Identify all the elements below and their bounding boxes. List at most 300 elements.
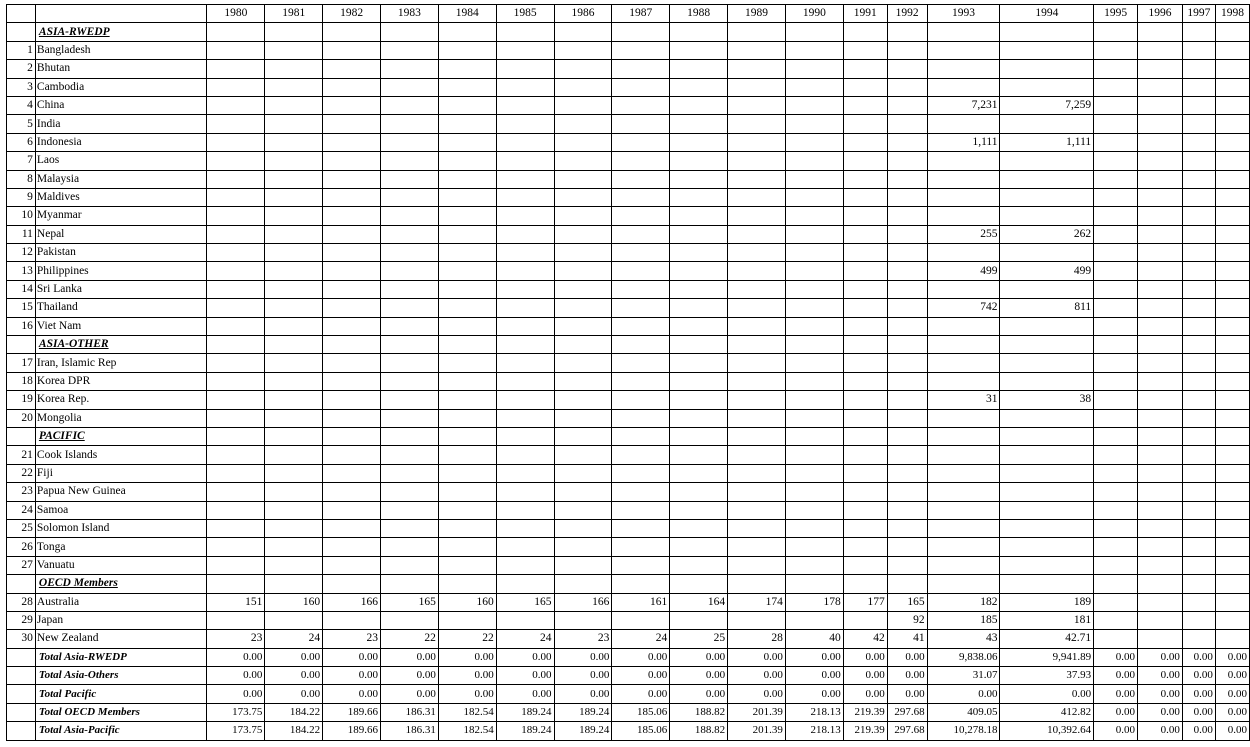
value-cell [496,115,554,133]
value-cell [1182,115,1215,133]
row-number-cell: 13 [7,262,36,280]
value-cell [381,60,439,78]
value-cell [207,23,265,41]
year-header: 1995 [1094,5,1138,23]
total-value-cell: 0.00 [554,648,612,666]
value-cell [612,519,670,537]
row-number-cell: 19 [7,391,36,409]
value-cell [1215,280,1249,298]
value-cell [381,299,439,317]
value-cell: 38 [1000,391,1094,409]
value-cell [785,60,843,78]
value-cell [1094,170,1138,188]
total-value-cell: 218.13 [785,722,843,740]
section-row [7,575,1250,593]
value-cell [1094,354,1138,372]
value-cell [1215,391,1249,409]
value-cell [1138,519,1183,537]
total-value-cell: 0.00 [1182,685,1215,703]
value-cell [1138,483,1183,501]
value-cell [496,427,554,445]
row-number-cell: 29 [7,611,36,629]
country-name: Korea Rep. [35,391,207,409]
value-cell [612,133,670,151]
header-blank-no [7,5,36,23]
value-cell [438,78,496,96]
value-cell [927,78,1000,96]
value-cell [927,372,1000,390]
value-cell [438,611,496,629]
value-cell [207,207,265,225]
value-cell [927,409,1000,427]
value-cell [670,60,728,78]
value-cell [1182,611,1215,629]
value-cell [554,317,612,335]
section-heading: ASIA-OTHER [35,336,207,354]
row-number-cell: 4 [7,96,36,114]
value-cell [554,280,612,298]
value-cell [612,23,670,41]
value-cell [612,409,670,427]
country-name: Cook Islands [35,446,207,464]
value-cell [1182,446,1215,464]
country-name: Bhutan [35,60,207,78]
value-cell [265,170,323,188]
total-value-cell: 0.00 [1215,648,1249,666]
total-value-cell: 10,392.64 [1000,722,1094,740]
row-number-cell [7,336,36,354]
country-row [7,593,1250,611]
total-value-cell: 0.00 [323,667,381,685]
value-cell [670,78,728,96]
value-cell [785,519,843,537]
value-cell [785,78,843,96]
value-cell [612,611,670,629]
total-label: Total Asia-Others [35,667,207,685]
country-row [7,225,1250,243]
value-cell [612,336,670,354]
value-cell [1094,152,1138,170]
value-cell [728,225,786,243]
value-cell [887,225,927,243]
country-name: Iran, Islamic Rep [35,354,207,372]
total-value-cell: 0.00 [1182,667,1215,685]
value-cell [1215,170,1249,188]
country-row [7,188,1250,206]
value-cell [1094,188,1138,206]
value-cell [887,170,927,188]
year-header: 1988 [670,5,728,23]
value-cell [1182,23,1215,41]
country-row [7,372,1250,390]
value-cell [1094,96,1138,114]
total-label: Total Asia-Pacific [35,722,207,740]
value-cell [381,538,439,556]
country-row [7,244,1250,262]
value-cell [1094,409,1138,427]
value-cell [728,464,786,482]
value-cell [612,317,670,335]
section-row [7,336,1250,354]
value-cell [728,519,786,537]
value-cell [670,225,728,243]
value-cell [438,170,496,188]
value-cell [265,575,323,593]
value-cell [207,519,265,537]
value-cell [785,244,843,262]
value-cell [728,575,786,593]
total-value-cell: 185.06 [612,703,670,721]
value-cell: 160 [265,593,323,611]
value-cell [207,575,265,593]
value-cell [927,538,1000,556]
year-header: 1985 [496,5,554,23]
value-cell [927,60,1000,78]
value-cell [1138,225,1183,243]
value-cell [612,501,670,519]
value-cell [323,538,381,556]
value-cell [438,446,496,464]
value-cell [1138,41,1183,59]
value-cell [323,262,381,280]
value-cell [887,188,927,206]
value-cell: 24 [612,630,670,648]
total-value-cell: 0.00 [438,648,496,666]
value-cell [843,78,887,96]
value-cell [887,464,927,482]
value-cell: 166 [554,593,612,611]
value-cell [1182,372,1215,390]
value-cell [207,280,265,298]
value-cell [207,115,265,133]
value-cell [381,280,439,298]
total-value-cell: 0.00 [612,648,670,666]
value-cell [323,280,381,298]
total-value-cell: 189.24 [496,703,554,721]
country-name: Solomon Island [35,519,207,537]
value-cell [612,188,670,206]
total-value-cell: 201.39 [728,722,786,740]
value-cell: 185 [927,611,1000,629]
value-cell [323,207,381,225]
value-cell [438,207,496,225]
value-cell [438,262,496,280]
total-value-cell: 0.00 [1138,648,1183,666]
value-cell [670,556,728,574]
value-cell [323,133,381,151]
value-cell [438,464,496,482]
value-cell [496,409,554,427]
value-cell [323,464,381,482]
value-cell [1138,446,1183,464]
total-value-cell: 0.00 [887,667,927,685]
total-value-cell: 0.00 [554,685,612,703]
country-name: Vanuatu [35,556,207,574]
country-name: Australia [35,593,207,611]
value-cell [1138,60,1183,78]
value-cell [670,372,728,390]
value-cell [554,23,612,41]
value-cell: 165 [887,593,927,611]
total-row [7,722,1250,740]
value-cell [670,207,728,225]
country-row [7,96,1250,114]
value-cell [496,41,554,59]
value-cell: 165 [381,593,439,611]
value-cell [323,299,381,317]
value-cell [670,23,728,41]
value-cell [207,133,265,151]
value-cell [1138,409,1183,427]
value-cell [843,575,887,593]
value-cell: 41 [887,630,927,648]
value-cell [927,354,1000,372]
total-row [7,667,1250,685]
row-number-cell [7,667,36,685]
country-row [7,630,1250,648]
value-cell [1000,23,1094,41]
country-row [7,41,1250,59]
value-cell [265,23,323,41]
value-cell [887,23,927,41]
total-value-cell: 0.00 [496,667,554,685]
value-cell: 189 [1000,593,1094,611]
value-cell [612,60,670,78]
value-cell: 23 [207,630,265,648]
value-cell [843,225,887,243]
value-cell [612,391,670,409]
value-cell [843,556,887,574]
value-cell [381,207,439,225]
row-number-cell [7,703,36,721]
value-cell [438,96,496,114]
value-cell [1094,372,1138,390]
value-cell [496,501,554,519]
value-cell [207,225,265,243]
value-cell [207,170,265,188]
value-cell [265,280,323,298]
value-cell [438,556,496,574]
country-row [7,280,1250,298]
value-cell [670,188,728,206]
country-row [7,611,1250,629]
value-cell: 7,259 [1000,96,1094,114]
country-row [7,556,1250,574]
row-number-cell [7,722,36,740]
value-cell [554,41,612,59]
value-cell [612,225,670,243]
value-cell [1000,78,1094,96]
total-value-cell: 0.00 [612,685,670,703]
value-cell [887,501,927,519]
value-cell [728,170,786,188]
value-cell [1094,575,1138,593]
value-cell [927,280,1000,298]
total-value-cell: 0.00 [1182,648,1215,666]
value-cell [554,170,612,188]
value-cell [785,96,843,114]
value-cell [1138,538,1183,556]
value-cell [1094,78,1138,96]
value-cell [438,575,496,593]
year-header: 1998 [1215,5,1249,23]
total-value-cell: 182.54 [438,703,496,721]
value-cell [670,427,728,445]
value-cell [785,372,843,390]
value-cell [1182,630,1215,648]
value-cell [887,427,927,445]
value-cell [207,427,265,445]
value-cell [323,96,381,114]
value-cell [1000,427,1094,445]
row-number-cell: 22 [7,464,36,482]
total-value-cell: 218.13 [785,703,843,721]
value-cell [1000,464,1094,482]
value-cell [843,262,887,280]
section-row [7,23,1250,41]
value-cell [1138,611,1183,629]
year-header: 1997 [1182,5,1215,23]
value-cell: 24 [265,630,323,648]
value-cell: 164 [670,593,728,611]
value-cell [496,299,554,317]
value-cell [927,483,1000,501]
value-cell [843,23,887,41]
value-cell [496,207,554,225]
row-number-cell: 18 [7,372,36,390]
value-cell [728,207,786,225]
value-cell [843,354,887,372]
total-value-cell: 189.24 [496,722,554,740]
value-cell [496,225,554,243]
value-cell: 22 [438,630,496,648]
value-cell [728,133,786,151]
value-cell [785,391,843,409]
value-cell [1215,152,1249,170]
value-cell [670,354,728,372]
value-cell [381,262,439,280]
value-cell [554,538,612,556]
total-value-cell: 0.00 [1000,685,1094,703]
value-cell [1215,225,1249,243]
country-row [7,262,1250,280]
value-cell: 160 [438,593,496,611]
value-cell [496,280,554,298]
total-value-cell: 184.22 [265,722,323,740]
country-name: Bangladesh [35,41,207,59]
country-name: Samoa [35,501,207,519]
value-cell [785,427,843,445]
country-name: Korea DPR [35,372,207,390]
year-header: 1982 [323,5,381,23]
value-cell [381,336,439,354]
value-cell: 25 [670,630,728,648]
value-cell [438,299,496,317]
country-row [7,354,1250,372]
value-cell [927,170,1000,188]
value-cell [496,611,554,629]
country-name: China [35,96,207,114]
value-cell [1138,115,1183,133]
row-number-cell: 14 [7,280,36,298]
value-cell [1094,207,1138,225]
country-row [7,519,1250,537]
value-cell [1000,41,1094,59]
value-cell [207,299,265,317]
value-cell [785,446,843,464]
value-cell [670,519,728,537]
row-number-cell: 5 [7,115,36,133]
value-cell [438,317,496,335]
value-cell: 174 [728,593,786,611]
value-cell [265,354,323,372]
total-value-cell: 0.00 [207,685,265,703]
value-cell [728,244,786,262]
row-number-cell: 12 [7,244,36,262]
value-cell [381,427,439,445]
value-cell [670,41,728,59]
value-cell [927,336,1000,354]
value-cell: 165 [496,593,554,611]
total-value-cell: 0.00 [670,648,728,666]
value-cell: 92 [887,611,927,629]
value-cell [843,188,887,206]
value-cell [1094,244,1138,262]
value-cell [927,207,1000,225]
value-cell [670,464,728,482]
value-cell [670,96,728,114]
year-header: 1992 [887,5,927,23]
value-cell [554,372,612,390]
value-cell [843,409,887,427]
value-cell [438,188,496,206]
value-cell [496,391,554,409]
value-cell [1215,244,1249,262]
value-cell: 42 [843,630,887,648]
value-cell [843,170,887,188]
total-row [7,685,1250,703]
value-cell [1215,575,1249,593]
value-cell [1138,133,1183,151]
total-value-cell: 173.75 [207,722,265,740]
country-row [7,409,1250,427]
value-cell [1215,41,1249,59]
value-cell [728,152,786,170]
value-cell [1000,244,1094,262]
value-cell [785,262,843,280]
value-cell [785,336,843,354]
value-cell [1215,409,1249,427]
value-cell [381,115,439,133]
value-cell [1000,115,1094,133]
value-cell [1094,225,1138,243]
value-cell [496,372,554,390]
country-row [7,60,1250,78]
row-number-cell: 7 [7,152,36,170]
value-cell [1000,188,1094,206]
value-cell [207,262,265,280]
value-cell [265,556,323,574]
row-number-cell [7,427,36,445]
value-cell [323,78,381,96]
value-cell [323,317,381,335]
value-cell [207,391,265,409]
value-cell [843,372,887,390]
total-value-cell: 0.00 [1215,685,1249,703]
total-value-cell: 9,838.06 [927,648,1000,666]
row-number-cell [7,685,36,703]
value-cell [670,575,728,593]
